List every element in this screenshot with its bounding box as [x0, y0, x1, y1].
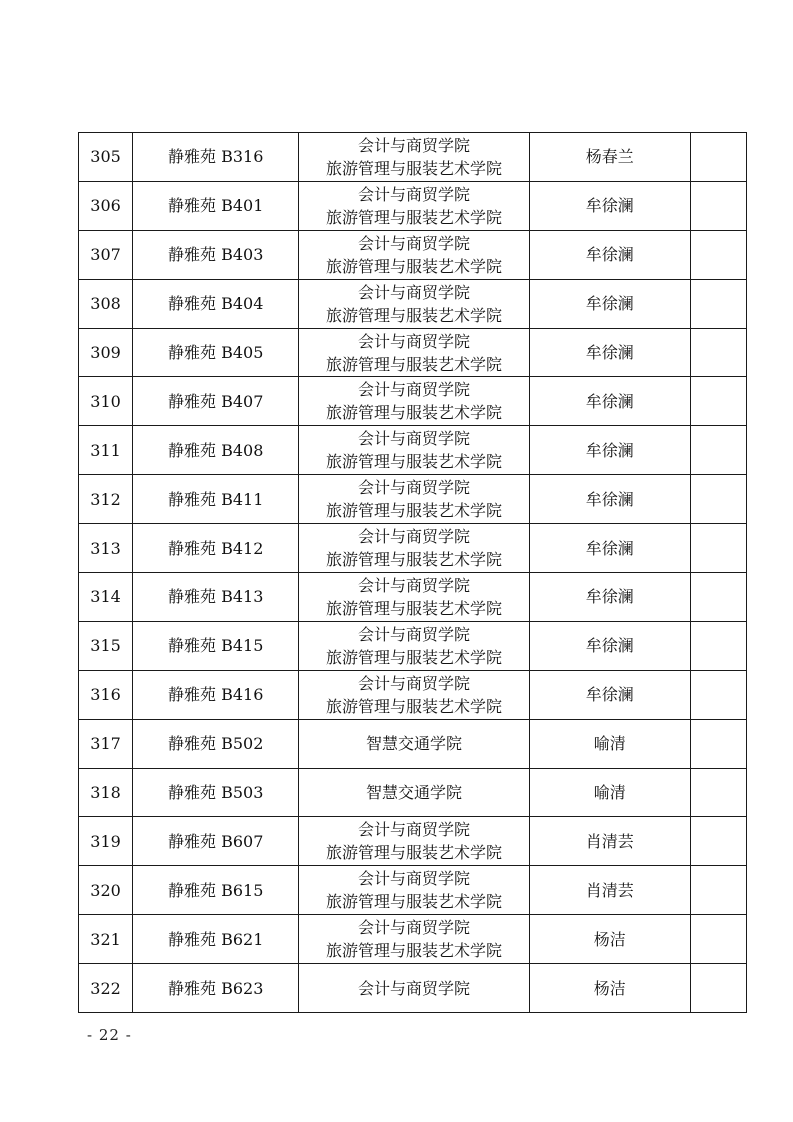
- person-in-charge-cell: 牟徐澜: [529, 230, 690, 279]
- college-cell: [299, 133, 529, 182]
- college-cell: [299, 573, 529, 622]
- college-cell: [299, 475, 529, 524]
- person-in-charge-cell: 牟徐澜: [529, 377, 690, 426]
- room-cell: 静雅苑 B416: [133, 670, 299, 719]
- room-cell: 静雅苑 B413: [133, 573, 299, 622]
- college-cell: [299, 768, 529, 817]
- room-cell: 静雅苑 B607: [133, 817, 299, 866]
- college-cell: [299, 621, 529, 670]
- college-cell: [299, 524, 529, 573]
- remark-cell: [690, 621, 746, 670]
- table-row: [79, 719, 747, 768]
- college-name: 旅游管理与服装艺术学院: [325, 354, 502, 374]
- table-row: [79, 621, 747, 670]
- college-name: 旅游管理与服装艺术学院: [325, 843, 502, 863]
- person-in-charge-cell: 杨春兰: [529, 133, 690, 182]
- row-number-cell: 316: [79, 670, 133, 719]
- person-in-charge-cell: 牟徐澜: [529, 670, 690, 719]
- person-in-charge-cell: 牟徐澜: [529, 279, 690, 328]
- college-cell: [299, 866, 529, 915]
- person-in-charge-cell: 牟徐澜: [529, 573, 690, 622]
- table-row: [79, 573, 747, 622]
- college-name: 会计与商贸学院: [357, 282, 470, 302]
- table-row: [79, 768, 747, 817]
- table-row: [79, 133, 747, 182]
- college-name: 会计与商贸学院: [357, 135, 470, 155]
- row-number-cell: 321: [79, 915, 133, 964]
- room-cell: 静雅苑 B621: [133, 915, 299, 964]
- remark-cell: [690, 230, 746, 279]
- college-name: 智慧交通学院: [365, 783, 462, 803]
- college-cell: [299, 279, 529, 328]
- remark-cell: [690, 524, 746, 573]
- row-number-cell: 319: [79, 817, 133, 866]
- room-cell: 静雅苑 B615: [133, 866, 299, 915]
- table-body: [79, 133, 747, 1013]
- row-number-cell: 308: [79, 279, 133, 328]
- table-row: [79, 279, 747, 328]
- person-in-charge-cell: 牟徐澜: [529, 328, 690, 377]
- room-cell: 静雅苑 B411: [133, 475, 299, 524]
- remark-cell: [690, 279, 746, 328]
- row-number-cell: 306: [79, 181, 133, 230]
- row-number-cell: 322: [79, 964, 133, 1013]
- remark-cell: [690, 915, 746, 964]
- remark-cell: [690, 573, 746, 622]
- table-row: [79, 426, 747, 475]
- room-cell: 静雅苑 B503: [133, 768, 299, 817]
- college-name: 旅游管理与服装艺术学院: [325, 305, 502, 325]
- table-row: [79, 817, 747, 866]
- college-name: 旅游管理与服装艺术学院: [325, 892, 502, 912]
- remark-cell: [690, 133, 746, 182]
- person-in-charge-cell: 杨洁: [529, 964, 690, 1013]
- remark-cell: [690, 866, 746, 915]
- college-cell: [299, 181, 529, 230]
- college-cell: [299, 328, 529, 377]
- table-row: [79, 915, 747, 964]
- college-name: 旅游管理与服装艺术学院: [325, 501, 502, 521]
- table-row: [79, 670, 747, 719]
- college-name: 会计与商贸学院: [357, 820, 470, 840]
- row-number-cell: 314: [79, 573, 133, 622]
- room-cell: 静雅苑 B412: [133, 524, 299, 573]
- college-name: 会计与商贸学院: [357, 331, 470, 351]
- person-in-charge-cell: 牟徐澜: [529, 621, 690, 670]
- remark-cell: [690, 426, 746, 475]
- college-name: 会计与商贸学院: [357, 918, 470, 938]
- college-cell: [299, 964, 529, 1013]
- remark-cell: [690, 670, 746, 719]
- remark-cell: [690, 377, 746, 426]
- room-cell: 静雅苑 B415: [133, 621, 299, 670]
- college-name: 会计与商贸学院: [357, 624, 470, 644]
- row-number-cell: 313: [79, 524, 133, 573]
- college-cell: [299, 230, 529, 279]
- table-row: [79, 230, 747, 279]
- row-number-cell: 320: [79, 866, 133, 915]
- college-cell: [299, 670, 529, 719]
- room-cell: 静雅苑 B502: [133, 719, 299, 768]
- person-in-charge-cell: 喻清: [529, 719, 690, 768]
- college-name: 旅游管理与服装艺术学院: [325, 207, 502, 227]
- college-name: 会计与商贸学院: [357, 380, 470, 400]
- table-row: [79, 328, 747, 377]
- college-name: 会计与商贸学院: [357, 429, 470, 449]
- person-in-charge-cell: 喻清: [529, 768, 690, 817]
- remark-cell: [690, 475, 746, 524]
- person-in-charge-cell: 杨洁: [529, 915, 690, 964]
- college-name: 会计与商贸学院: [357, 575, 470, 595]
- row-number-cell: 305: [79, 133, 133, 182]
- row-number-cell: 318: [79, 768, 133, 817]
- college-name: 旅游管理与服装艺术学院: [325, 647, 502, 667]
- college-name: 会计与商贸学院: [357, 673, 470, 693]
- room-cell: 静雅苑 B623: [133, 964, 299, 1013]
- person-in-charge-cell: 牟徐澜: [529, 181, 690, 230]
- college-name: 旅游管理与服装艺术学院: [325, 403, 502, 423]
- room-cell: 静雅苑 B405: [133, 328, 299, 377]
- remark-cell: [690, 817, 746, 866]
- college-name: 会计与商贸学院: [357, 233, 470, 253]
- table-row: [79, 377, 747, 426]
- college-name: 旅游管理与服装艺术学院: [325, 452, 502, 472]
- row-number-cell: 309: [79, 328, 133, 377]
- remark-cell: [690, 768, 746, 817]
- table-row: [79, 181, 747, 230]
- remark-cell: [690, 328, 746, 377]
- table-row: [79, 475, 747, 524]
- remark-cell: [690, 964, 746, 1013]
- college-cell: [299, 719, 529, 768]
- college-name: 会计与商贸学院: [357, 184, 470, 204]
- college-cell: [299, 377, 529, 426]
- row-number-cell: 307: [79, 230, 133, 279]
- table-row: [79, 866, 747, 915]
- college-name: 旅游管理与服装艺术学院: [325, 256, 502, 276]
- row-number-cell: 315: [79, 621, 133, 670]
- room-cell: 静雅苑 B404: [133, 279, 299, 328]
- person-in-charge-cell: 肖清芸: [529, 866, 690, 915]
- college-cell: [299, 817, 529, 866]
- row-number-cell: 317: [79, 719, 133, 768]
- college-name: 智慧交通学院: [365, 734, 462, 754]
- room-cell: 静雅苑 B316: [133, 133, 299, 182]
- college-name: 旅游管理与服装艺术学院: [325, 158, 502, 178]
- row-number-cell: 312: [79, 475, 133, 524]
- college-name: 会计与商贸学院: [357, 869, 470, 889]
- row-number-cell: 310: [79, 377, 133, 426]
- remark-cell: [690, 181, 746, 230]
- room-cell: 静雅苑 B408: [133, 426, 299, 475]
- room-cell: 静雅苑 B407: [133, 377, 299, 426]
- college-name: 会计与商贸学院: [357, 978, 470, 998]
- person-in-charge-cell: 牟徐澜: [529, 426, 690, 475]
- college-name: 会计与商贸学院: [357, 478, 470, 498]
- room-cell: 静雅苑 B403: [133, 230, 299, 279]
- room-cell: 静雅苑 B401: [133, 181, 299, 230]
- dormitory-table-container: [78, 132, 747, 1013]
- dormitory-table: [78, 132, 747, 1013]
- row-number-cell: 311: [79, 426, 133, 475]
- college-name: 旅游管理与服装艺术学院: [325, 550, 502, 570]
- college-name: 旅游管理与服装艺术学院: [325, 941, 502, 961]
- page-number: - 22 -: [87, 1026, 132, 1044]
- person-in-charge-cell: 牟徐澜: [529, 475, 690, 524]
- person-in-charge-cell: 牟徐澜: [529, 524, 690, 573]
- person-in-charge-cell: 肖清芸: [529, 817, 690, 866]
- college-name: 会计与商贸学院: [357, 527, 470, 547]
- college-cell: [299, 426, 529, 475]
- college-name: 旅游管理与服装艺术学院: [325, 696, 502, 716]
- college-cell: [299, 915, 529, 964]
- remark-cell: [690, 719, 746, 768]
- college-name: 旅游管理与服装艺术学院: [325, 598, 502, 618]
- table-row: [79, 964, 747, 1013]
- table-row: [79, 524, 747, 573]
